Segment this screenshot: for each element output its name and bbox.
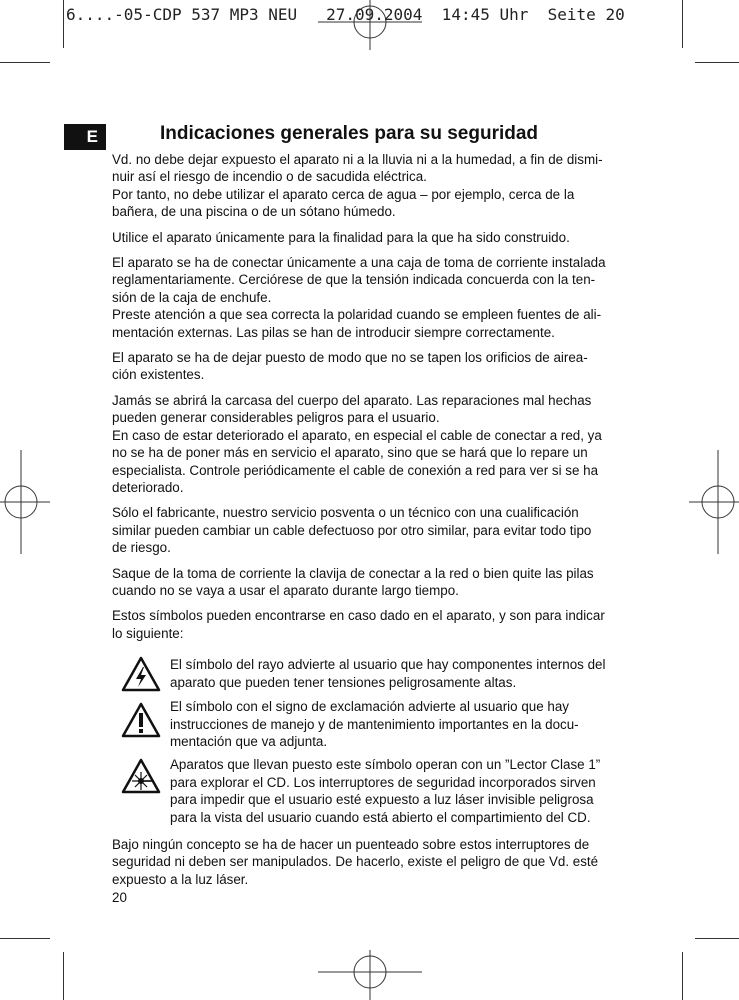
text-line: Preste atención a que sea correcta la polaridad cuando se empleen fuentes de ali- — [112, 307, 602, 323]
crop-mark-bottom-left-horizontal — [0, 938, 50, 939]
text-line: Aparatos que llevan puesto este símbolo operan con un ”Lector Clase 1” — [170, 757, 601, 773]
text-line: Por tanto, no debe utilizar el aparato cerca de agua – por ejemplo, cerca de la — [112, 186, 575, 202]
crop-mark-top-left-vertical — [63, 0, 64, 48]
text-line: sión de la caja de enchufe. — [112, 289, 272, 305]
page-number: 20 — [112, 890, 127, 905]
text-line: En caso de estar deteriorado el aparato, en especial el cable de conectar a red, ya — [112, 427, 602, 443]
text-line: El símbolo con el signo de exclamación advierte al usuario que hay — [170, 699, 569, 715]
symbol-item — [112, 698, 647, 750]
symbol-item — [112, 656, 647, 692]
symbol-item — [112, 756, 647, 826]
text-line: para explorar el CD. Los interruptores de seguridad incorporados sirven — [170, 774, 596, 790]
paragraph — [112, 229, 647, 246]
text-line: aparato que pueden tener tensiones peligrosamente altas. — [170, 674, 517, 690]
text-line: Jamás se abrirá la carcasa del cuerpo del aparato. Las reparaciones mal hechas — [112, 392, 592, 408]
paragraph — [112, 504, 647, 556]
text-line: para la vista del usuario cuando está abierto el compartimiento del CD. — [170, 809, 591, 825]
text-line: deteriorado. — [112, 479, 184, 495]
text-line: ción existentes. — [112, 367, 205, 383]
safety-symbols-list — [112, 656, 647, 826]
text-line: lo siguiente: — [112, 625, 184, 641]
language-tab: E — [64, 124, 106, 150]
paragraph — [112, 392, 647, 496]
print-header: 6....-05-CDP 537 MP3 NEU 27.09.2004 14:45 Uhr Seite 20 — [66, 5, 625, 24]
text-line: para impedir que el usuario esté expuesto a luz láser invisible peligrosa — [170, 792, 594, 808]
registration-mark-top — [318, 0, 422, 50]
text-line: cuando no se vaya a usar el aparato durante largo tiempo. — [112, 582, 459, 598]
paragraph — [112, 836, 647, 888]
text-line: especialista. Controle periódicamente el cable de conexión a red para ver si se ha — [112, 462, 599, 478]
crop-mark-bottom-left-vertical — [63, 952, 64, 1000]
text-line: Utilice el aparato únicamente para la finalidad para la que ha sido construido. — [112, 229, 570, 245]
text-line: similar pueden cambiar un cable defectuoso por otro similar, para evitar todo tipo — [112, 522, 592, 538]
paragraph — [112, 254, 647, 341]
text-line: El aparato se ha de conectar únicamente a una caja de toma de corriente instalada — [112, 255, 606, 271]
text-line: Estos símbolos pueden encontrarse en caso dado en el aparato, y son para indicar — [112, 608, 605, 624]
paragraph — [112, 151, 647, 221]
page-title: Indicaciones generales para su seguridad — [160, 123, 539, 144]
text-line: no se ha de poner más en servicio el aparato, sino que se hará que lo repare un — [112, 445, 588, 461]
paragraph — [112, 349, 647, 384]
registration-mark-left — [0, 450, 50, 554]
text-line: instrucciones de manejo y de mantenimiento importantes en la docu- — [170, 716, 579, 732]
crop-mark-bottom-right-horizontal — [695, 938, 739, 939]
registration-mark-right — [689, 450, 739, 554]
text-line: bañera, de una piscina o de un sótano húmedo. — [112, 204, 396, 220]
exclamation-warning-icon — [112, 698, 170, 738]
text-line: expuesto a la luz láser. — [112, 871, 249, 887]
lightning-warning-icon — [112, 656, 170, 692]
text-line: reglamentariamente. Cerciórese de que la tensión indicada concuerda con la ten- — [112, 272, 596, 288]
text-line: seguridad ni deben ser manipulados. De hacerlo, existe el peligro de que Vd. esté — [112, 854, 599, 870]
text-line: El aparato se ha de dejar puesto de modo que no se tapen los orificios de airea- — [112, 350, 588, 366]
laser-warning-icon — [112, 756, 170, 794]
main-content — [112, 151, 647, 896]
paragraph — [112, 565, 647, 600]
crop-mark-top-left-horizontal — [0, 62, 50, 63]
text-line: mentación que va adjunta. — [170, 733, 328, 749]
crop-mark-top-right-horizontal — [695, 62, 739, 63]
crop-mark-bottom-right-vertical — [682, 952, 683, 1000]
registration-mark-bottom — [318, 950, 422, 1000]
text-line: pueden generar considerables peligros para el usuario. — [112, 410, 440, 426]
text-line: de riesgo. — [112, 540, 171, 556]
text-line: Bajo ningún concepto se ha de hacer un puenteado sobre estos interruptores de — [112, 837, 590, 852]
text-line: El símbolo del rayo advierte al usuario que hay componentes internos del — [170, 657, 606, 673]
text-line: Vd. no debe dejar expuesto el aparato ni a la lluvia ni a la humedad, a fin de dismi- — [112, 152, 603, 167]
text-line: mentación externas. Las pilas se han de introducir siempre correctamente. — [112, 324, 555, 340]
text-line: Sólo el fabricante, nuestro servicio posventa o un técnico con una cualificación — [112, 505, 579, 521]
text-line: nuir así el riesgo de incendio o de sacudida eléctrica. — [112, 169, 427, 185]
crop-mark-top-right-vertical — [682, 0, 683, 48]
paragraph — [112, 607, 647, 642]
text-line: Saque de la toma de corriente la clavija de conectar a la red o bien quite las pilas — [112, 565, 594, 581]
